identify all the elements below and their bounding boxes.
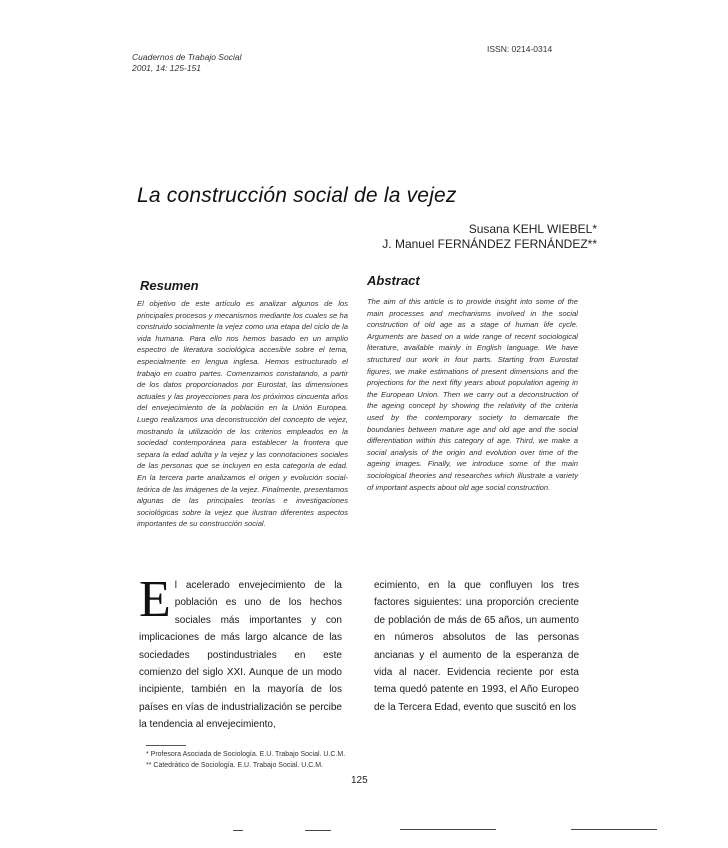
footnote-2: ** Catedrático de Sociología. E.U. Trabajo Social. U.C.M. [146, 762, 324, 769]
journal-volume: 2001, 14: 125-151 [132, 63, 202, 73]
author-2: J. Manuel FERNÁNDEZ FERNÁNDEZ** [382, 237, 597, 251]
footnote-1: * Profesora Asociada de Sociología. E.U. Trabajo Social. U.C.M. [146, 751, 346, 758]
issn: ISSN: 0214-0314 [487, 44, 553, 54]
author-list [382, 222, 597, 252]
abstract-text: The aim of this article is to provide insight into some of the main processes and mechanisms involved in the social construction of old age as a stage of human life cycle. Arguments are based on a wide range of recent sociological literature, available mainly in English language. We have structured our work in four parts. Starting from Eurostat figures, we make estimations of present dimensions and the projections for the next fifty years about population ageing in the European Union. Then we carry out a deconstruction of the ageing concept by showing the relativity of the criteria used by the contemporary society to demarcate the boundaries between mature age and old age and the social differentiation within this category of age. Third, we make a social analysis of the origin and evolution over time of the ageing images. Finally, we introduce some of the main sociological theories and researches which illustrate a variety of important aspects about old age social construction. [367, 297, 578, 492]
abstract-heading: Abstract [367, 273, 420, 288]
footnote-divider [146, 745, 186, 746]
body-column-left [139, 571, 342, 734]
body-column-right: ecimiento, en la que confluyen los tres factores siguientes: una proporción creciente de población de más de 65 años, un aumento en números absolutos de las personas ancianas y el aumento de la esperanza de vida al nacer. Evidencia reciente por esta tema quedó patente en 1993, el Año Europeo de la Tercera Edad, evento que suscitó en los [374, 580, 579, 713]
scan-mark [233, 830, 243, 831]
scan-mark [571, 829, 657, 830]
page-number: 125 [351, 775, 368, 786]
scan-mark [305, 830, 331, 831]
journal-info [132, 52, 241, 74]
footnotes [146, 749, 345, 771]
drop-cap: E [139, 571, 171, 628]
scan-mark [400, 829, 496, 830]
author-1: Susana KEHL WIEBEL* [468, 222, 597, 236]
journal-name: Cuadernos de Trabajo Social [132, 52, 242, 62]
body-text-left: l acelerado envejecimiento de la población es uno de los hechos sociales más importantes y con implicaciones de más largo alcance de las sociedades postindustriales en este comienzo del siglo XXI. Aunque de un modo incipiente, también en la mayoría de los países en vías de industrialización se percibe la tendencia al envejecimiento, [139, 580, 342, 731]
resumen-text: El objetivo de este artículo es analizar algunos de los principales procesos y mecanismos mediante los cuales se ha construido socialmente la vejez como una etapa del ciclo de la vida humana. Para ello nos hemos basado en un amplio espectro de literatura sociológica accesible sobre el tema, especialmente en lengua inglesa. Hemos estructurado el trabajo en cuatro partes. Comenzamos constatando, a partir de los datos proporcionados por Eurostat, las dimensiones actuales y las proyecciones para los próximos cincuenta años del envejecimiento de la población en la Unión Europea. Luego realizamos una deconstrucción del concepto de vejez, mostrando la utilización de los criterios empleados en la sociedad contemporánea para establecer la frontera que separa la edad adulta y la vejez y las connotaciones sociales de las personas que se incluyen en esta categoría de edad. En la tercera parte analizamos el origen y evolución social-teórica de las imágenes de la vejez. Finalmente, presentamos algunas de las principales teorías e investigaciones sociológicas sobre la vejez que ilustran diferentes aspectos importantes de su construcción social. [137, 299, 348, 529]
resumen-heading: Resumen [140, 278, 199, 293]
article-title: La construcción social de la vejez [137, 184, 457, 207]
